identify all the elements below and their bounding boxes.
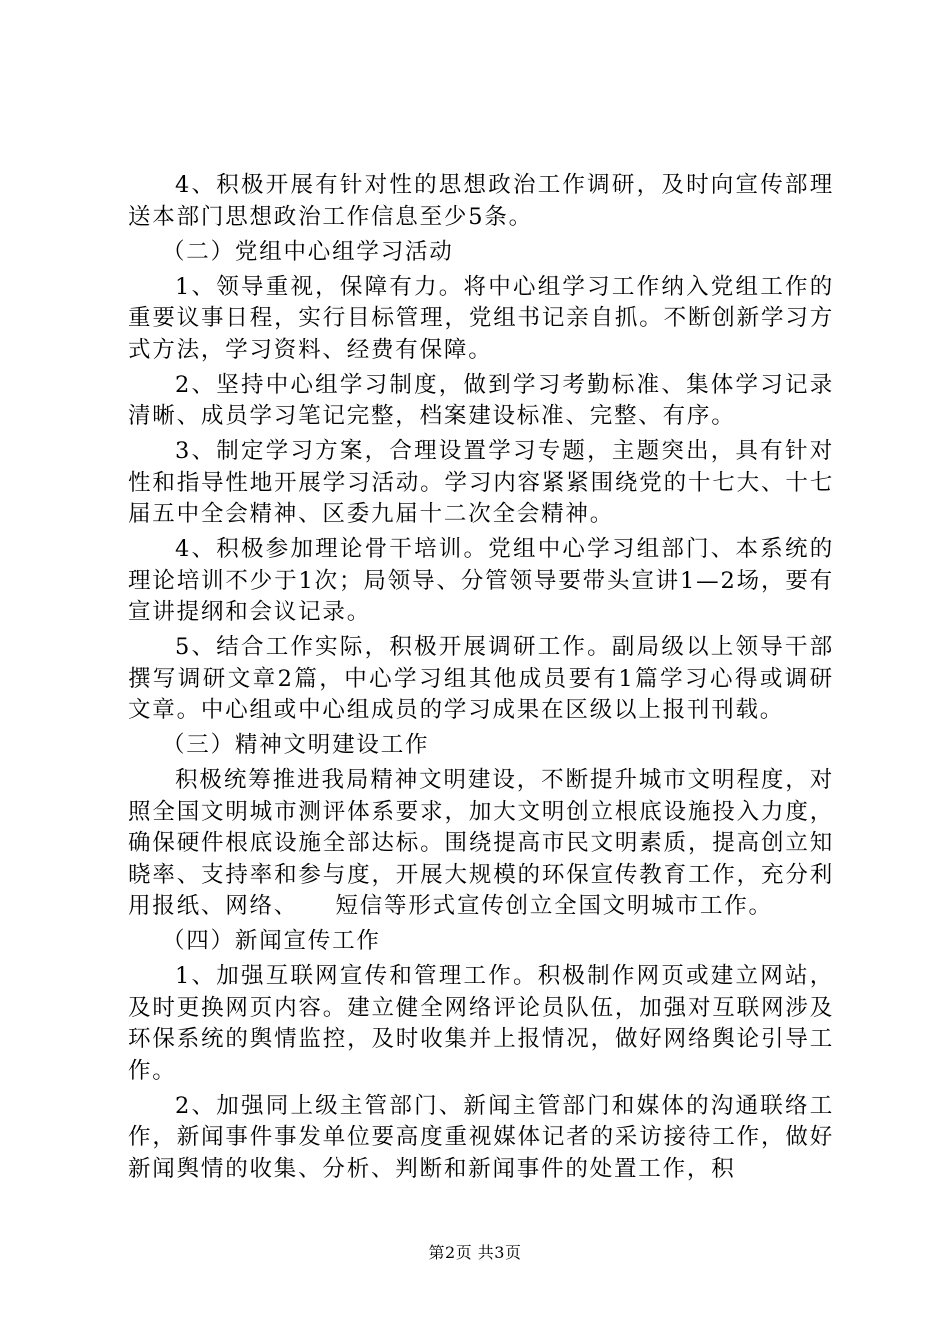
paragraph-internet: 1、加强互联网宣传和管理工作。积极制作网页或建立网站，及时更换网页内容。建立健全网络评论员队伍，加强对互联网涉及环保系统的舆情监控，及时收集并上报情况，做好网络舆论引导工作。 (128, 963, 834, 1084)
page-number-footer: 第2页 共3页 (428, 1243, 522, 1262)
paragraph-civilization: 积极统筹推进我局精神文明建设，不断提升城市文明程度，对照全国文明城市测评体系要求，加大文明创立根底设施投入力度，确保硬件根底设施全部达标。围绕提高市民文明素质，提高创立知晓率、支持率和参与度，开展大规模的环保宣传教育工作，充分利用报纸、网络、 短信等形式宣传创立全国文明城市工作。 (128, 767, 834, 919)
section-heading-2: （二）党组中心组学习活动 (162, 238, 454, 265)
paragraph-research: 5、结合工作实际，积极开展调研工作。副局级以上领导干部撰写调研文章2篇，中心学习组其他成员要有1篇学习心得或调研文章。中心组或中心组成员的学习成果在区级以上报刊刊载。 (128, 634, 834, 723)
paragraph-media: 2、加强同上级主管部门、新闻主管部门和媒体的沟通联络工作，新闻事件事发单位要高度重视媒体记者的采访接待工作，做好新闻舆情的收集、分析、判断和新闻事件的处置工作，积 (128, 1092, 834, 1182)
document-body (128, 170, 834, 1189)
paragraph-leadership: 1、领导重视，保障有力。将中心组学习工作纳入党组工作的重要议事日程，实行目标管理，党组书记亲自抓。不断创新学习方式方法，学习资料、经费有保障。 (128, 273, 834, 363)
section-heading-3: （三）精神文明建设工作 (162, 732, 430, 758)
section-heading-4: （四）新闻宣传工作 (162, 928, 381, 954)
paragraph-study-plan: 3、制定学习方案，合理设置学习专题，主题突出，具有针对性和指导性地开展学习活动。学习内容紧紧围绕党的十七大、十七届五中全会精神、区委九届十二次全会精神。 (128, 438, 834, 527)
paragraph-item-4: 4、积极开展有针对性的思想政治工作调研，及时向宣传部理送本部门思想政治工作信息至少5条。 (128, 172, 834, 230)
paragraph-study-system: 2、坚持中心组学习制度，做到学习考勤标准、集体学习记录清晰、成员学习笔记完整，档案建设标准、完整、有序。 (128, 371, 834, 429)
paragraph-theory-training: 4、积极参加理论骨干培训。党组中心学习组部门、本系统的理论培训不少于1次；局领导、分管领导要带头宣讲1—2场，要有宣讲提纲和会议记录。 (128, 536, 834, 625)
